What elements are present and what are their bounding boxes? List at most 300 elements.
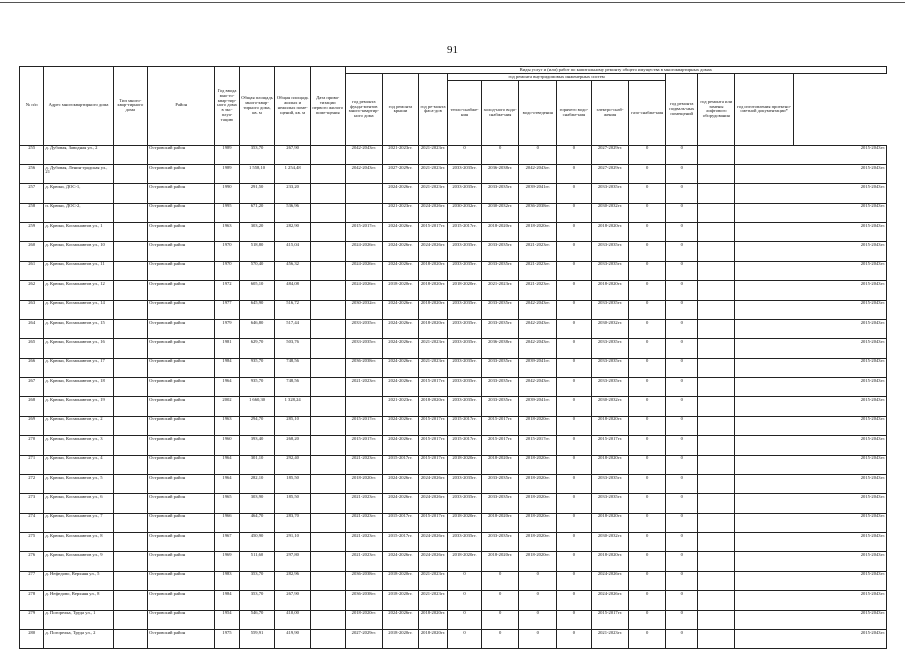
table-row [20, 494, 887, 513]
cell-num: 258 [20, 203, 44, 222]
cell-roof: 2024-2026гг. [383, 610, 419, 629]
cell-heating: 2018-2020гг. [448, 513, 482, 532]
cell-cold-water: 0 [481, 610, 519, 629]
cell-basement: 0 [665, 300, 698, 319]
cell-basement: 0 [665, 455, 698, 474]
cell-basement: 0 [665, 397, 698, 416]
cell-facade: 2021-2023гг. [418, 571, 448, 590]
cell-cold-water: 2021-2023гг. [481, 281, 519, 300]
cell-privatization [310, 571, 345, 590]
cell-hot-water: 0 [557, 319, 592, 338]
table-row [20, 184, 887, 203]
cell-elevator [698, 145, 735, 164]
cell-elevator [698, 474, 735, 493]
cell-sewage: 2018-2020гг. [519, 416, 557, 435]
cell-roof: 2015-2017гг. [383, 533, 419, 552]
cell-cold-water: 2033-2035гг. [481, 242, 519, 261]
cell-foundation: 2021-2023гг. [345, 533, 383, 552]
cell-privatization [310, 300, 345, 319]
cell-basement: 0 [665, 164, 698, 183]
cell-type [113, 455, 148, 474]
cell-heating: 2015-2017гг. [448, 223, 482, 242]
cell-foundation: 2021-2023гг. [345, 455, 383, 474]
cell-elevator [698, 629, 735, 648]
cell-total-area: 353,70 [239, 591, 275, 610]
cell-facade: 2018-2020гг. [418, 610, 448, 629]
cell-district: Островский район [148, 591, 215, 610]
cell-district: Островский район [148, 358, 215, 377]
cell-roof: 2024-2026гг. [383, 416, 419, 435]
cell-design-docs: 2015-2043гг. [735, 300, 887, 319]
cell-num: 263 [20, 300, 44, 319]
cell-address: д. Дубовая, Ленин-градская ул., 21 [44, 164, 113, 183]
cell-hot-water: 0 [557, 378, 592, 397]
header-privatization: Дата прива-тизации первого жилого поме-щения [310, 67, 345, 146]
cell-district: Островский район [148, 378, 215, 397]
cell-hot-water: 0 [557, 339, 592, 358]
cell-type [113, 242, 148, 261]
table-row [20, 300, 887, 319]
cell-facade: 2015-2017гг. [418, 378, 448, 397]
cell-cold-water: 0 [481, 571, 519, 590]
cell-total-area: 629,70 [239, 339, 275, 358]
cell-facade: 2015-2017гг. [418, 416, 448, 435]
capital-repair-table [19, 66, 887, 649]
cell-gas: 0 [629, 261, 666, 280]
cell-total-area: 511,60 [239, 552, 275, 571]
cell-type [113, 261, 148, 280]
cell-electric: 2033-2035гг. [591, 184, 629, 203]
cell-sewage: 2018-2020гг. [519, 474, 557, 493]
cell-basement: 0 [665, 436, 698, 455]
cell-cold-water: 2018-2020гг. [481, 223, 519, 242]
table-row [20, 416, 887, 435]
cell-year: 1990 [215, 184, 239, 203]
table-row [20, 436, 887, 455]
cell-gas: 0 [629, 281, 666, 300]
header-gas: газо-снабже-ния [629, 81, 666, 145]
cell-residential-area: 285,10 [275, 416, 311, 435]
cell-hot-water: 0 [557, 629, 592, 648]
table-row [20, 281, 887, 300]
cell-year: 1984 [215, 591, 239, 610]
cell-heating: 2033-2035гг. [448, 397, 482, 416]
cell-sewage: 0 [519, 591, 557, 610]
table-row [20, 397, 887, 416]
cell-electric: 2030-2032гг. [591, 203, 629, 222]
cell-design-docs: 2015-2043гг. [735, 164, 887, 183]
cell-basement: 0 [665, 494, 698, 513]
cell-year: 1975 [215, 629, 239, 648]
cell-basement: 0 [665, 378, 698, 397]
cell-cold-water: 2030-2032гг. [481, 203, 519, 222]
cell-design-docs: 2015-2043гг. [735, 358, 887, 377]
cell-roof: 2024-2026гг. [383, 358, 419, 377]
page-number: 91 [447, 44, 458, 56]
cell-residential-area: 233,20 [275, 184, 311, 203]
cell-year: 1989 [215, 164, 239, 183]
cell-address: д. Крюки, Космонавтов ул., 6 [44, 494, 113, 513]
cell-foundation [345, 184, 383, 203]
cell-elevator [698, 203, 735, 222]
cell-hot-water: 0 [557, 533, 592, 552]
cell-foundation: 2036-2038гг. [345, 591, 383, 610]
cell-basement: 0 [665, 533, 698, 552]
cell-residential-area: 292,40 [275, 455, 311, 474]
cell-total-area: 1 558,10 [239, 164, 275, 183]
cell-hot-water: 0 [557, 397, 592, 416]
cell-type [113, 281, 148, 300]
cell-basement: 0 [665, 474, 698, 493]
cell-facade: 2018-2020гг. [418, 397, 448, 416]
cell-district: Островский район [148, 629, 215, 648]
cell-electric: 2015-2017гг. [591, 436, 629, 455]
cell-sewage: 2042-2043гг. [519, 378, 557, 397]
cell-facade: 2021-2023гг. [418, 591, 448, 610]
cell-facade: 2024-2026гг. [418, 203, 448, 222]
cell-elevator [698, 164, 735, 183]
table-row [20, 378, 887, 397]
cell-year: 1966 [215, 513, 239, 532]
cell-heating: 2033-2035гг. [448, 533, 482, 552]
header-works-group: Виды услуг и (или) работ по капитальному ремонту общего имущества в многоквартирных домах [345, 67, 887, 74]
cell-elevator [698, 339, 735, 358]
cell-foundation: 2027-2029гг. [345, 629, 383, 648]
cell-elevator [698, 436, 735, 455]
cell-residential-area: 419,90 [275, 629, 311, 648]
cell-sewage: 0 [519, 571, 557, 590]
cell-district: Островский район [148, 242, 215, 261]
cell-hot-water: 0 [557, 513, 592, 532]
cell-basement: 0 [665, 319, 698, 338]
cell-cold-water: 2033-2035гг. [481, 474, 519, 493]
cell-cold-water: 2033-2035гг. [481, 494, 519, 513]
cell-basement: 0 [665, 416, 698, 435]
header-address: Адрес многоквартирного дома [44, 67, 113, 146]
cell-privatization [310, 261, 345, 280]
cell-year: 1983 [215, 571, 239, 590]
cell-total-area: 353,70 [239, 571, 275, 590]
table-row [20, 455, 887, 474]
cell-type [113, 184, 148, 203]
cell-year: 1969 [215, 552, 239, 571]
cell-heating: 2033-2035гг. [448, 164, 482, 183]
cell-gas: 0 [629, 339, 666, 358]
cell-num: 259 [20, 223, 44, 242]
cell-elevator [698, 281, 735, 300]
table-row [20, 164, 887, 183]
cell-roof: 2024-2026гг. [383, 223, 419, 242]
cell-heating: 2033-2035гг. [448, 339, 482, 358]
cell-address: д. Крюки, Космонавтов ул., 11 [44, 261, 113, 280]
cell-district: Островский район [148, 261, 215, 280]
cell-design-docs: 2015-2043гг. [735, 281, 887, 300]
cell-privatization [310, 416, 345, 435]
cell-district: Островский район [148, 416, 215, 435]
cell-elevator [698, 533, 735, 552]
cell-address: д. Крюки, Космонавтов ул., 17 [44, 358, 113, 377]
header-total-area: Общая площадь много-квар-тирного дома, кв. м [239, 67, 275, 146]
cell-elevator [698, 494, 735, 513]
cell-address: д. Крюки, Космонавтов ул., 3 [44, 436, 113, 455]
cell-privatization [310, 223, 345, 242]
table-row [20, 261, 887, 280]
cell-elevator [698, 552, 735, 571]
cell-hot-water: 0 [557, 164, 592, 183]
cell-num: 256 [20, 164, 44, 183]
cell-residential-area: 268,20 [275, 436, 311, 455]
cell-gas: 0 [629, 300, 666, 319]
cell-num: 270 [20, 436, 44, 455]
cell-hot-water: 0 [557, 416, 592, 435]
cell-privatization [310, 397, 345, 416]
cell-address: д. Крюки, Космонавтов ул., 1 [44, 223, 113, 242]
cell-year: 1965 [215, 494, 239, 513]
cell-type [113, 533, 148, 552]
cell-sewage: 2021-2023гг. [519, 261, 557, 280]
cell-total-area: 671,20 [239, 203, 275, 222]
cell-foundation: 2042-2043гг. [345, 164, 383, 183]
cell-design-docs: 2015-2043гг. [735, 571, 887, 590]
cell-type [113, 145, 148, 164]
cell-type [113, 513, 148, 532]
cell-elevator [698, 300, 735, 319]
cell-roof: 2024-2026гг. [383, 319, 419, 338]
header-basement: год ремонта подваль-ных помещений [665, 74, 698, 145]
cell-gas: 0 [629, 145, 666, 164]
cell-cold-water: 2033-2035гг. [481, 397, 519, 416]
cell-residential-area: 283,70 [275, 513, 311, 532]
table-row [20, 591, 887, 610]
cell-address: д. Погорелка, Труда ул., 2 [44, 629, 113, 648]
table-row [20, 319, 887, 338]
cell-gas: 0 [629, 242, 666, 261]
cell-total-area: 303,20 [239, 223, 275, 242]
cell-district: Островский район [148, 203, 215, 222]
cell-sewage: 2018-2020гг. [519, 494, 557, 513]
cell-type [113, 339, 148, 358]
cell-year: 1964 [215, 474, 239, 493]
cell-sewage: 2018-2020гг. [519, 552, 557, 571]
cell-address: д. Крюки, Космонавтов ул., 18 [44, 378, 113, 397]
cell-hot-water: 0 [557, 358, 592, 377]
cell-residential-area: 1 328,24 [275, 397, 311, 416]
cell-num: 265 [20, 339, 44, 358]
cell-design-docs: 2015-2043гг. [735, 455, 887, 474]
cell-num: 255 [20, 145, 44, 164]
cell-address: д. Крюки, Космонавтов ул., 15 [44, 319, 113, 338]
cell-electric: 2033-2035гг. [591, 358, 629, 377]
cell-roof: 2015-2017гг. [383, 455, 419, 474]
cell-electric: 2030-2032гг. [591, 319, 629, 338]
cell-cold-water: 2036-2038гг. [481, 339, 519, 358]
cell-roof: 2024-2026гг. [383, 474, 419, 493]
cell-gas: 0 [629, 571, 666, 590]
cell-sewage: 2042-2043гг. [519, 339, 557, 358]
cell-elevator [698, 261, 735, 280]
cell-facade: 2015-2017гг. [418, 513, 448, 532]
cell-address: д. Крюки, Космонавтов ул., 9 [44, 552, 113, 571]
cell-residential-area: 484,08 [275, 281, 311, 300]
cell-foundation: 2021-2023гг. [345, 513, 383, 532]
cell-sewage: 2015-2017гг. [519, 436, 557, 455]
cell-heating: 2015-2017гг. [448, 416, 482, 435]
cell-num: 264 [20, 319, 44, 338]
cell-elevator [698, 397, 735, 416]
cell-num: 269 [20, 416, 44, 435]
table-row [20, 533, 887, 552]
cell-foundation: 2024-2026гг. [345, 261, 383, 280]
cell-roof: 2018-2020гг. [383, 629, 419, 648]
cell-privatization [310, 513, 345, 532]
cell-foundation: 2024-2026гг. [345, 281, 383, 300]
cell-roof: 2021-2023гг. [383, 145, 419, 164]
cell-heating: 2030-2032гг. [448, 203, 482, 222]
cell-elevator [698, 319, 735, 338]
cell-district: Островский район [148, 610, 215, 629]
cell-heating: 2033-2035гг. [448, 300, 482, 319]
cell-type [113, 223, 148, 242]
cell-address: д. Крюки, Космонавтов ул., 7 [44, 513, 113, 532]
cell-electric: 2018-2020гг. [591, 223, 629, 242]
cell-basement: 0 [665, 358, 698, 377]
cell-privatization [310, 339, 345, 358]
cell-gas: 0 [629, 513, 666, 532]
cell-cold-water: 0 [481, 145, 519, 164]
cell-cold-water: 2033-2035гг. [481, 358, 519, 377]
header-heating: тепло-снабже-ния [448, 81, 482, 145]
cell-facade: 2021-2023гг. [418, 184, 448, 203]
cell-roof: 2024-2026гг. [383, 436, 419, 455]
cell-foundation: 2015-2017гг. [345, 436, 383, 455]
cell-cold-water: 2033-2035гг. [481, 319, 519, 338]
cell-heating: 2018-2020гг. [448, 552, 482, 571]
cell-heating: 2018-2020гг. [448, 455, 482, 474]
cell-cold-water: 2033-2035гг. [481, 533, 519, 552]
cell-year: 1977 [215, 300, 239, 319]
cell-facade: 2018-2020гг. [418, 300, 448, 319]
cell-type [113, 591, 148, 610]
cell-residential-area: 517,44 [275, 319, 311, 338]
cell-privatization [310, 145, 345, 164]
cell-year: 1967 [215, 533, 239, 552]
table-row [20, 571, 887, 590]
cell-residential-area: 415,04 [275, 242, 311, 261]
table-row [20, 358, 887, 377]
cell-design-docs: 2015-2043гг. [735, 397, 887, 416]
cell-type [113, 164, 148, 183]
cell-type [113, 319, 148, 338]
cell-district: Островский район [148, 533, 215, 552]
cell-cold-water: 2033-2035гг. [481, 300, 519, 319]
cell-hot-water: 0 [557, 242, 592, 261]
cell-total-area: 605,10 [239, 281, 275, 300]
cell-num: 276 [20, 552, 44, 571]
cell-residential-area: 267,90 [275, 145, 311, 164]
cell-hot-water: 0 [557, 552, 592, 571]
cell-basement: 0 [665, 261, 698, 280]
cell-elevator [698, 184, 735, 203]
cell-electric: 2018-2020гг. [591, 552, 629, 571]
cell-basement: 0 [665, 184, 698, 203]
cell-electric: 2033-2035гг. [591, 378, 629, 397]
header-systems-group: год ремонта внутридомовых инженерных систем [448, 74, 666, 81]
table-row [20, 145, 887, 164]
cell-district: Островский район [148, 397, 215, 416]
cell-cold-water: 2015-2017гг. [481, 436, 519, 455]
cell-elevator [698, 223, 735, 242]
cell-electric: 2018-2020гг. [591, 281, 629, 300]
cell-design-docs: 2015-2043гг. [735, 610, 887, 629]
cell-total-area: 393,40 [239, 436, 275, 455]
cell-privatization [310, 455, 345, 474]
header-electric: электро-снаб-жения [591, 81, 629, 145]
cell-roof: 2021-2023гг. [383, 397, 419, 416]
cell-total-area: 294,70 [239, 416, 275, 435]
cell-facade: 2021-2023гг. [418, 358, 448, 377]
header-district: Район [148, 67, 215, 146]
table-row [20, 474, 887, 493]
cell-hot-water: 0 [557, 281, 592, 300]
table-row [20, 629, 887, 648]
cell-foundation [345, 397, 383, 416]
cell-sewage: 2018-2020гг. [519, 455, 557, 474]
cell-hot-water: 0 [557, 436, 592, 455]
cell-address: д. Крюки, Космонавтов ул., 4 [44, 455, 113, 474]
cell-design-docs: 2015-2043гг. [735, 494, 887, 513]
cell-residential-area: 503,76 [275, 339, 311, 358]
cell-num: 275 [20, 533, 44, 552]
cell-sewage: 2039-2041гг. [519, 358, 557, 377]
cell-roof: 2027-2029гг. [383, 164, 419, 183]
cell-foundation: 2015-2017гг. [345, 416, 383, 435]
cell-electric: 2027-2029гг. [591, 164, 629, 183]
cell-year: 1964 [215, 378, 239, 397]
cell-electric: 2018-2020гг. [591, 416, 629, 435]
cell-address: д. Дубовая, Заводная ул., 2 [44, 145, 113, 164]
cell-elevator [698, 455, 735, 474]
cell-heating: 2018-2020гг. [448, 281, 482, 300]
cell-sewage: 2039-2041гг. [519, 184, 557, 203]
header-foundation: год ремонта фунда-ментов много-квартир-ного дома [345, 74, 383, 145]
cell-foundation: 2042-2043гг. [345, 145, 383, 164]
cell-heating: 0 [448, 145, 482, 164]
cell-sewage: 2042-2043гг. [519, 164, 557, 183]
cell-foundation: 2024-2026гг. [345, 242, 383, 261]
cell-gas: 0 [629, 184, 666, 203]
cell-heating: 0 [448, 629, 482, 648]
cell-cold-water: 2018-2020гг. [481, 513, 519, 532]
cell-electric: 2033-2035гг. [591, 474, 629, 493]
cell-facade: 2018-2020гг. [418, 319, 448, 338]
cell-gas: 0 [629, 494, 666, 513]
cell-roof: 2024-2026гг. [383, 339, 419, 358]
cell-type [113, 203, 148, 222]
cell-roof: 2024-2026гг. [383, 261, 419, 280]
cell-design-docs: 2015-2043гг. [735, 184, 887, 203]
cell-num: 279 [20, 610, 44, 629]
cell-electric: 2033-2035гг. [591, 300, 629, 319]
cell-district: Островский район [148, 184, 215, 203]
cell-hot-water: 0 [557, 223, 592, 242]
cell-design-docs: 2015-2043гг. [735, 513, 887, 532]
cell-elevator [698, 610, 735, 629]
cell-district: Островский район [148, 223, 215, 242]
cell-foundation: 2036-2038гг. [345, 358, 383, 377]
header-facade: год ре-монта фаса-дов [418, 74, 448, 145]
cell-basement: 0 [665, 591, 698, 610]
cell-type [113, 358, 148, 377]
